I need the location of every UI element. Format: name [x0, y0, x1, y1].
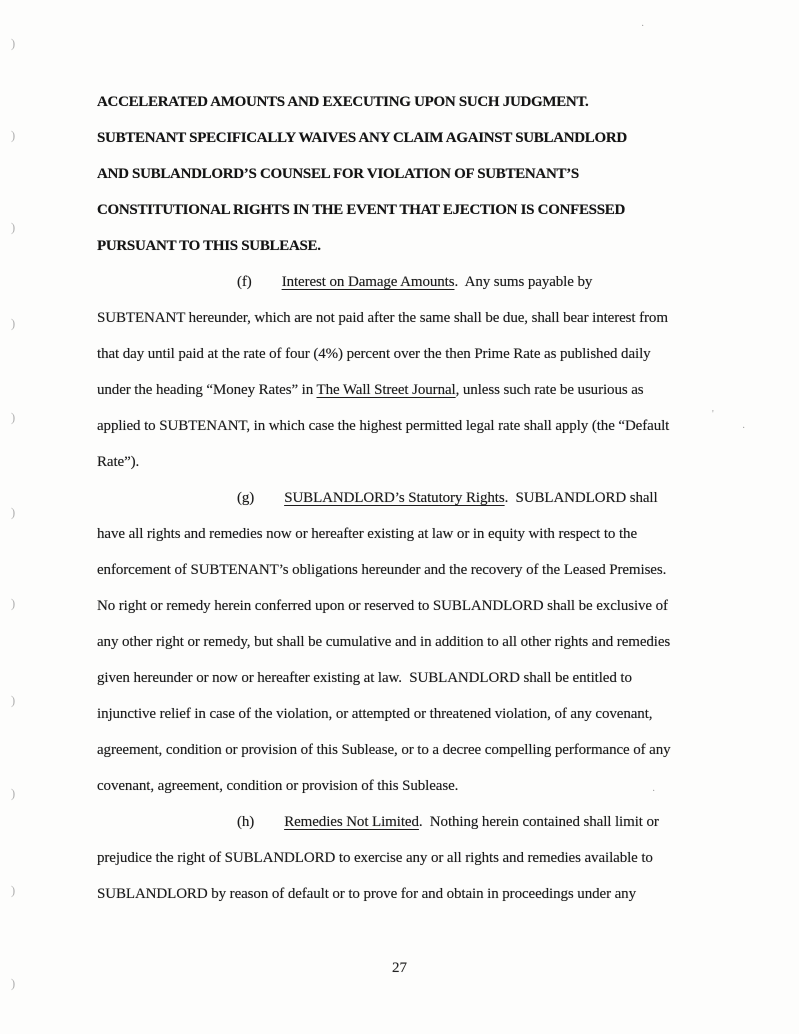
body-text: AND SUBLANDLORD’S COUNSEL FOR VIOLATION OF SUBTENANT’S [97, 166, 579, 182]
punch-mark-icon: ) [10, 504, 16, 520]
text-line [97, 588, 713, 624]
text-line [97, 156, 713, 192]
body-text: SUBTENANT hereunder, which are not paid after the same shall be due, shall bear interest from [97, 310, 668, 326]
text-line [97, 84, 713, 120]
punch-mark-icon: ) [10, 785, 16, 801]
body-text: prejudice the right of SUBLANDLORD to exercise any or all rights and remedies available to [97, 850, 653, 866]
clause-g-sublandlords-statutory-rights [97, 480, 713, 804]
text-line [97, 300, 713, 336]
punch-mark-icon: ) [10, 315, 16, 331]
text-line [97, 696, 713, 732]
text-line [97, 264, 713, 300]
body-text: (h) [237, 814, 255, 830]
body-text: that day until paid at the rate of four (4%) percent over the then Prime Rate as published daily [97, 346, 651, 362]
clause-h-remedies-not-limited [97, 804, 713, 912]
text-line [97, 624, 713, 660]
punch-mark-icon: ) [10, 882, 16, 898]
clause-heading-text: SUBLANDLORD’s Statutory Rights [284, 490, 505, 506]
body-text: enforcement of SUBTENANT’s obligations hereunder and the recovery of the Leased Premises. [97, 562, 667, 578]
text-line [97, 732, 713, 768]
body-text: SUBLANDLORD by reason of default or to prove for and obtain in proceedings under any [97, 886, 636, 902]
confession-of-judgment-waiver-clause [97, 84, 713, 264]
body-text: covenant, agreement, condition or provision of this Sublease. [97, 778, 459, 794]
body-text: under the heading “Money Rates” in [97, 382, 317, 398]
body-text: have all rights and remedies now or hereafter existing at law or in equity with respect to the [97, 526, 638, 542]
text-line [97, 876, 713, 912]
text-line [97, 660, 713, 696]
scan-speck: ' [712, 409, 714, 420]
body-text: ACCELERATED AMOUNTS AND EXECUTING UPON SUCH JUDGMENT. [97, 94, 589, 110]
scan-speck: · [652, 786, 656, 797]
text-line [97, 120, 713, 156]
clause-heading-text: Remedies Not Limited [284, 814, 419, 830]
scan-speck: · [641, 21, 645, 32]
document-body [97, 84, 713, 912]
body-text: CONSTITUTIONAL RIGHTS IN THE EVENT THAT EJECTION IS CONFESSED [97, 202, 625, 218]
punch-mark-icon: ) [10, 595, 16, 611]
body-text: applied to SUBTENANT, in which case the highest permitted legal rate shall apply (the “Default [97, 418, 670, 434]
body-text: agreement, condition or provision of this Sublease, or to a decree compelling performance of any [97, 742, 671, 758]
clause-heading-text: Interest on Damage Amounts [281, 274, 455, 290]
body-text: PURSUANT TO THIS SUBLEASE. [97, 238, 321, 254]
clause-heading-text: The Wall Street Journal [316, 382, 456, 398]
text-line [97, 372, 713, 408]
punch-mark-icon: ) [10, 127, 16, 143]
text-line [97, 192, 713, 228]
page-number: 27 [392, 960, 407, 976]
body-text: . Any sums payable by [454, 274, 593, 290]
punch-mark-icon: ) [10, 35, 16, 51]
text-line [97, 228, 713, 264]
clause-f-interest-on-damage-amounts [97, 264, 713, 480]
text-line [97, 552, 713, 588]
body-text: , unless such rate be usurious as [455, 382, 644, 398]
body-text: given hereunder or now or hereafter existing at law. SUBLANDLORD shall be entitled to [97, 670, 632, 686]
body-text: injunctive relief in case of the violation, or attempted or threatened violation, of any covenant, [97, 706, 653, 722]
text-line [97, 804, 713, 840]
text-line [97, 336, 713, 372]
body-text: Rate”). [97, 454, 140, 470]
body-text: No right or remedy herein conferred upon or reserved to SUBLANDLORD shall be exclusive of [97, 598, 668, 614]
punch-mark-icon: ) [10, 975, 16, 991]
scan-speck: · [742, 423, 746, 434]
text-line [97, 408, 713, 444]
body-text: SUBTENANT SPECIFICALLY WAIVES ANY CLAIM AGAINST SUBLANDLORD [97, 130, 627, 146]
text-line [97, 516, 713, 552]
text-line [97, 444, 713, 480]
text-line [97, 480, 713, 516]
punch-mark-icon: ) [10, 409, 16, 425]
body-text: . SUBLANDLORD shall [504, 490, 658, 506]
punch-mark-icon: ) [10, 692, 16, 708]
text-line [97, 840, 713, 876]
punch-mark-icon: ) [10, 219, 16, 235]
text-line [97, 768, 713, 804]
body-text: (g) [237, 490, 255, 506]
body-text: any other right or remedy, but shall be cumulative and in addition to all other rights and remedies [97, 634, 671, 650]
body-text: . Nothing herein contained shall limit or [418, 814, 659, 830]
body-text: (f) [237, 274, 252, 290]
